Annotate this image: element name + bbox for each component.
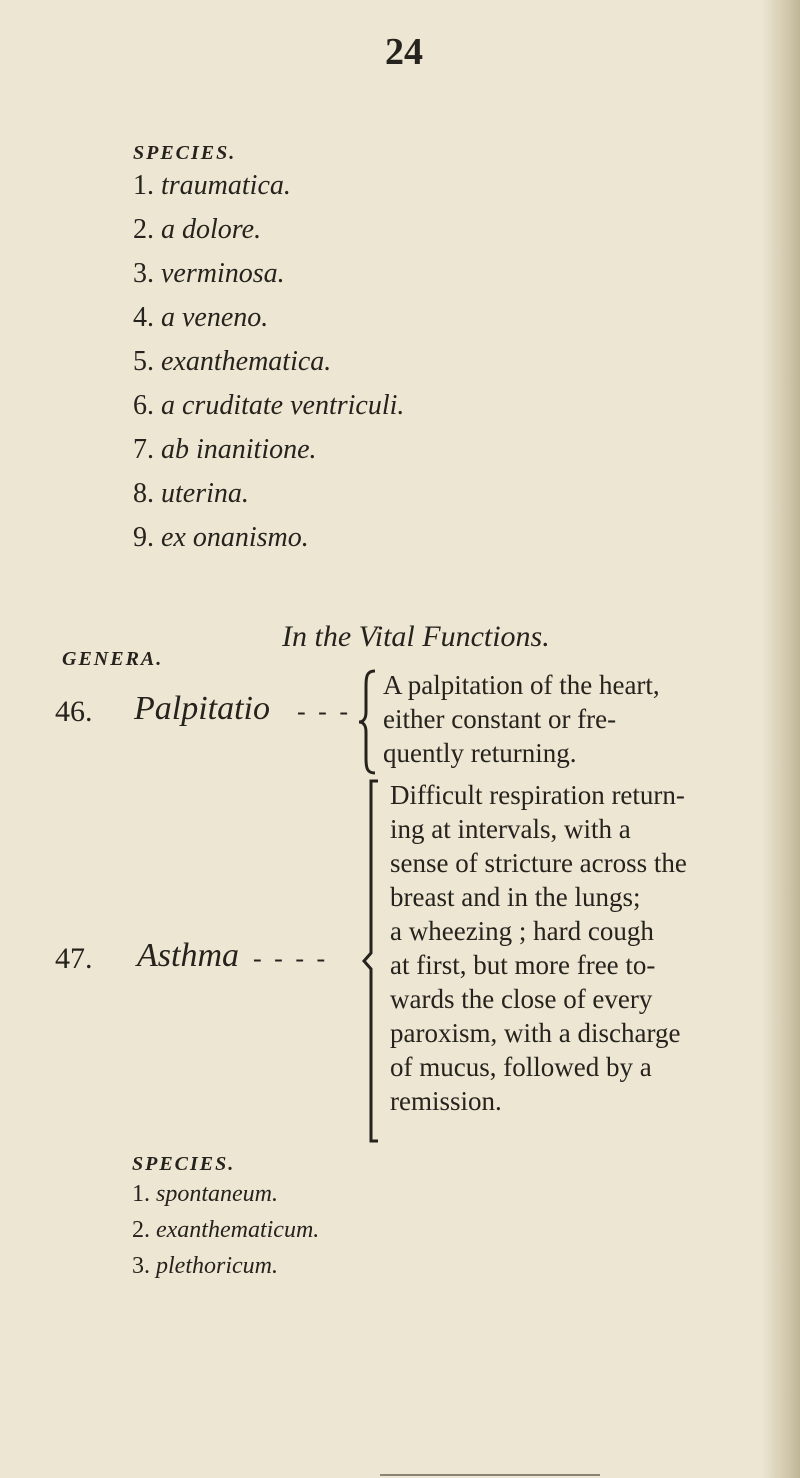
description-line: breast and in the lungs;	[390, 882, 641, 912]
list-item	[133, 522, 404, 566]
description-line: Difficult respiration return-	[390, 780, 685, 810]
item-number: 2.	[132, 1217, 150, 1243]
description-line: either constant or fre-	[383, 704, 617, 734]
genus-description	[383, 668, 660, 770]
list-item	[133, 170, 404, 214]
item-name: a cruditate ventriculi.	[161, 390, 405, 421]
left-bracket-icon	[362, 778, 382, 1144]
description-line: ing at intervals, with a	[390, 814, 631, 844]
item-number: 8.	[133, 478, 154, 509]
dot-leader: - - - -	[253, 944, 329, 973]
list-item	[132, 1181, 319, 1217]
item-name: traumatica.	[161, 170, 291, 201]
description-line: wards the close of every	[390, 984, 653, 1014]
description-line: quently returning.	[383, 738, 577, 768]
item-number: 9.	[133, 522, 154, 553]
item-name: ab inanitione.	[161, 434, 317, 465]
list-item	[133, 302, 404, 346]
description-line: paroxism, with a discharge	[390, 1018, 681, 1048]
item-number: 6.	[133, 390, 154, 421]
description-line: at first, but more free to-	[390, 950, 656, 980]
item-name: plethoricum.	[156, 1253, 278, 1279]
list-item	[133, 214, 404, 258]
species-heading: SPECIES.	[132, 1153, 236, 1175]
item-number: 4.	[133, 302, 154, 333]
item-number: 2.	[133, 214, 154, 245]
genus-number: 47.	[55, 942, 93, 975]
item-name: ex onanismo.	[161, 522, 309, 553]
description-line: remission.	[390, 1086, 502, 1116]
section-heading: In the Vital Functions.	[282, 620, 550, 653]
item-number: 3.	[132, 1253, 150, 1279]
description-line: a wheezing ; hard cough	[390, 916, 654, 946]
genus-name: Palpitatio	[134, 690, 270, 727]
item-name: spontaneum.	[156, 1181, 278, 1207]
list-item	[133, 346, 404, 390]
left-brace-icon	[357, 668, 379, 776]
genus-description	[390, 778, 687, 1118]
item-name: a dolore.	[161, 214, 262, 245]
item-name: exanthematicum.	[156, 1217, 320, 1243]
page-edge-shadow	[762, 0, 800, 1478]
item-number: 5.	[133, 346, 154, 377]
species-list	[133, 170, 404, 566]
description-line: sense of stricture across the	[390, 848, 687, 878]
item-number: 1.	[132, 1181, 150, 1207]
list-item	[133, 390, 404, 434]
genus-name: Asthma	[137, 937, 239, 974]
item-number: 1.	[133, 170, 154, 201]
bottom-rule	[380, 1474, 600, 1476]
list-item	[133, 478, 404, 522]
item-name: uterina.	[161, 478, 249, 509]
item-number: 7.	[133, 434, 154, 465]
list-item	[132, 1217, 319, 1253]
description-line: A palpitation of the heart,	[383, 670, 660, 700]
item-name: verminosa.	[161, 258, 285, 289]
species-list	[132, 1181, 319, 1289]
item-name: exanthematica.	[161, 346, 332, 377]
item-name: a veneno.	[161, 302, 269, 333]
genera-heading: GENERA.	[62, 648, 164, 670]
list-item	[133, 434, 404, 478]
genus-number: 46.	[55, 695, 93, 728]
list-item	[132, 1253, 319, 1289]
list-item	[133, 258, 404, 302]
description-line: of mucus, followed by a	[390, 1052, 652, 1082]
item-number: 3.	[133, 258, 154, 289]
page-number: 24	[385, 31, 423, 73]
species-heading: SPECIES.	[133, 142, 237, 164]
dot-leader: - - -	[297, 697, 351, 726]
